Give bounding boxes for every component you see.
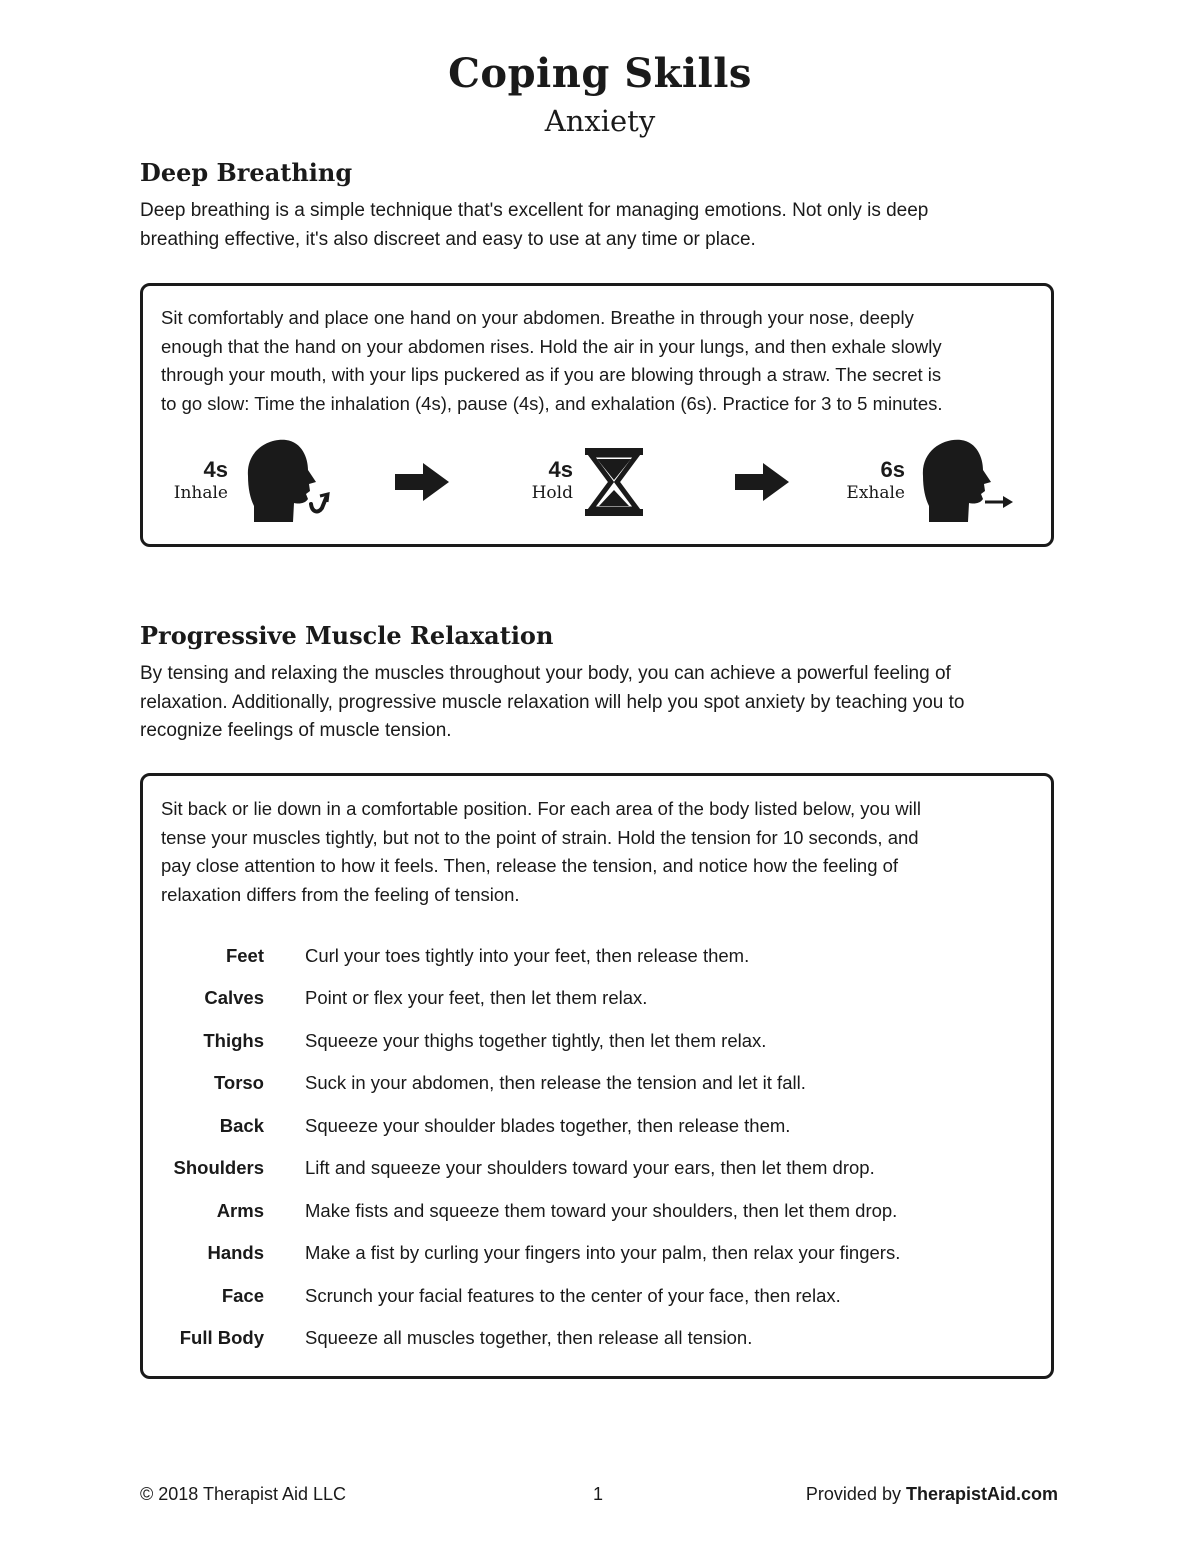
exhale-head-icon <box>913 436 1018 526</box>
area-name: Full Body <box>179 1327 264 1348</box>
area-name: Hands <box>207 1242 264 1263</box>
hold-label: Hold <box>531 483 573 503</box>
muscle-area-row <box>143 1242 1057 1272</box>
area-description: Make fists and squeeze them toward your shoulders, then let them drop. <box>305 1200 898 1221</box>
exhale-label: Exhale <box>846 483 905 503</box>
intro-line: Deep breathing is a simple technique that's excellent for managing emotions. Not only is deep <box>140 200 929 221</box>
muscle-area-row <box>143 1327 1057 1357</box>
pmr-heading: Progressive Muscle Relaxation <box>140 621 554 650</box>
area-description: Scrunch your facial features to the center of your face, then relax. <box>305 1285 841 1306</box>
inhale-time: 4s <box>203 457 228 482</box>
inhale-head-icon <box>238 436 338 526</box>
muscle-area-row <box>143 1115 1057 1145</box>
hourglass-icon <box>583 446 645 518</box>
area-description: Suck in your abdomen, then release the tension and let it fall. <box>305 1072 806 1093</box>
inhale-label: Inhale <box>173 483 228 503</box>
instruction-line: Sit comfortably and place one hand on your abdomen. Breathe in through your nose, deeply <box>161 307 914 328</box>
muscle-area-row <box>143 1157 1057 1187</box>
intro-line: breathing effective, it's also discreet and easy to use at any time or place. <box>140 228 756 250</box>
deep-breathing-heading: Deep Breathing <box>140 158 353 187</box>
instruction-line: enough that the hand on your abdomen rises. Hold the air in your lungs, and then exhale slowly <box>161 335 942 357</box>
instruction-line: to go slow: Time the inhalation (4s), pause (4s), and exhalation (6s). Practice for 3 to 5 minutes. <box>161 392 943 414</box>
muscle-area-row <box>143 1072 1057 1102</box>
instruction-line: relaxation differs from the feeling of tension. <box>161 883 520 905</box>
muscle-area-row <box>143 1200 1057 1230</box>
hold-time: 4s <box>548 457 573 482</box>
page-title: Coping Skills <box>448 50 752 97</box>
area-name: Shoulders <box>173 1157 264 1178</box>
muscle-area-row <box>143 987 1057 1017</box>
deep-breathing-intro <box>140 197 1060 254</box>
area-name: Arms <box>216 1200 264 1221</box>
area-name: Thighs <box>203 1030 264 1051</box>
area-name: Back <box>219 1115 264 1136</box>
area-description: Squeeze your shoulder blades together, then release them. <box>305 1115 791 1136</box>
area-description: Point or flex your feet, then let them relax. <box>305 987 648 1008</box>
area-description: Make a fist by curling your fingers into your palm, then relax your fingers. <box>305 1242 901 1263</box>
hold-step-label <box>513 458 573 504</box>
instruction-line: Sit back or lie down in a comfortable position. For each area of the body listed below, you will <box>161 798 921 819</box>
area-name: Face <box>221 1285 264 1306</box>
arrow-right-icon <box>733 461 793 503</box>
pmr-box <box>140 773 1054 1379</box>
instruction-line: tense your muscles tightly, but not to the point of strain. Hold the tension for 10 seconds, and <box>161 826 919 848</box>
area-description: Squeeze your thighs together tightly, then let them relax. <box>305 1030 767 1051</box>
exhale-time: 6s <box>880 457 905 482</box>
area-name: Torso <box>213 1072 264 1093</box>
pmr-intro <box>140 660 1060 746</box>
muscle-area-row <box>143 1030 1057 1060</box>
footer-copyright: © 2018 Therapist Aid LLC <box>140 1484 347 1504</box>
inhale-step-label <box>168 458 228 504</box>
intro-line: relaxation. Additionally, progressive muscle relaxation will help you spot anxiety by teaching you to <box>140 691 965 713</box>
intro-line: By tensing and relaxing the muscles throughout your body, you can achieve a powerful feeling of <box>140 663 951 684</box>
brand-link[interactable]: TherapistAid.com <box>905 1484 1058 1504</box>
provided-by-text: Provided by <box>805 1484 906 1504</box>
area-description: Lift and squeeze your shoulders toward your ears, then let them drop. <box>305 1157 875 1178</box>
area-description: Curl your toes tightly into your feet, then release them. <box>305 945 750 966</box>
footer-provided-by <box>806 1484 1058 1505</box>
area-name: Calves <box>204 987 264 1008</box>
exhale-step-label <box>845 458 905 504</box>
instruction-line: through your mouth, with your lips puckered as if you are blowing through a straw. The secret is <box>161 364 942 385</box>
muscle-area-row <box>143 1285 1057 1315</box>
footer-page-number: 1 <box>593 1484 604 1504</box>
area-name: Feet <box>225 945 264 966</box>
deep-breathing-box <box>140 283 1054 547</box>
arrow-right-icon <box>393 461 453 503</box>
page-subtitle: Anxiety <box>544 104 656 138</box>
pmr-instructions <box>161 795 1041 909</box>
intro-line: recognize feelings of muscle tension. <box>140 720 452 741</box>
area-description: Squeeze all muscles together, then release all tension. <box>305 1327 753 1348</box>
deep-breathing-instructions <box>161 304 1041 418</box>
muscle-area-row <box>143 945 1057 975</box>
instruction-line: pay close attention to how it feels. Then, release the tension, and notice how the feeling of <box>161 855 899 876</box>
